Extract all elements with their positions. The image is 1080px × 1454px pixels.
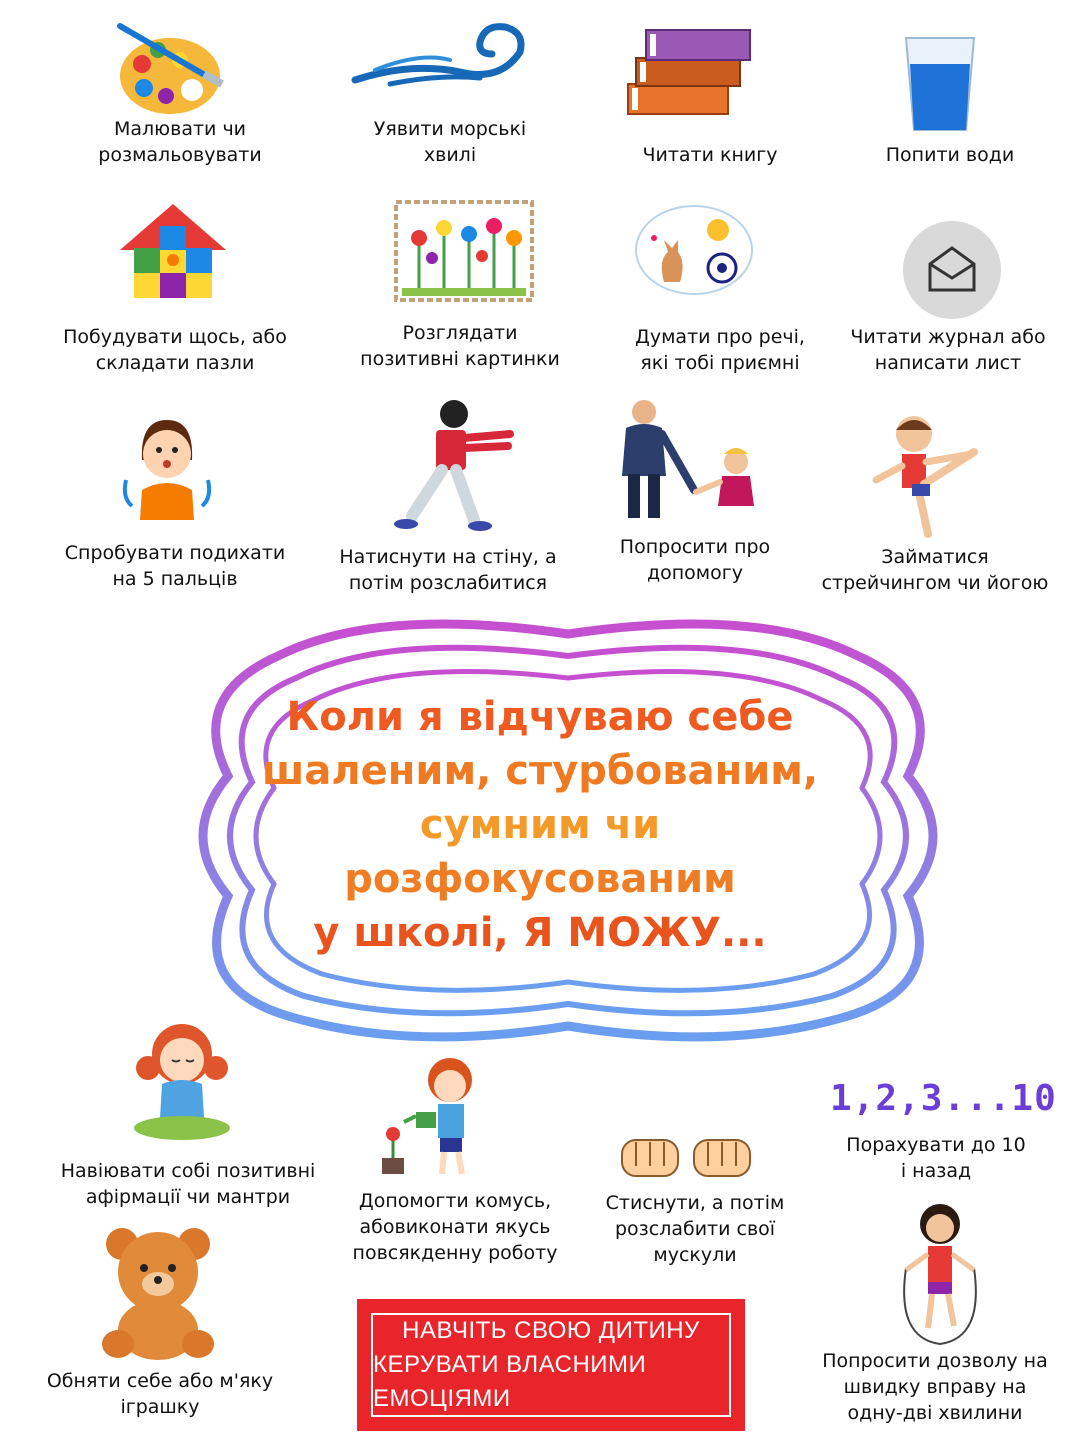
envelope-icon — [902, 220, 1002, 320]
central-line-4: розфокусованим — [344, 856, 736, 902]
tip-draw: Малювати чи розмальовувати — [98, 118, 262, 166]
central-line-3: сумним чи — [419, 802, 661, 848]
tip-affirmations: Навіювати собі позитивні афірмації чи мантри — [60, 1160, 316, 1208]
flowers-picture-icon — [394, 200, 534, 302]
cat-sun-ball-icon — [634, 204, 754, 296]
tip-hug-toy: Обняти себе або м'яку іграшку — [46, 1370, 274, 1418]
father-daughter-icon — [598, 398, 758, 522]
tip-read-book: Читати книгу — [642, 144, 778, 166]
count-to-ten-label: 1,2,3...10 — [830, 1078, 1057, 1119]
palette-icon — [110, 18, 240, 118]
tip-ask-help: Попросити про допомогу — [619, 536, 771, 584]
stretching-boy-icon — [872, 410, 992, 538]
puzzle-house-icon — [116, 200, 230, 300]
tip-five-finger-breathing: Спробувати подихати на 5 пальців — [64, 542, 286, 590]
tip-quick-exercise: Попросити дозволу на швидку вправу на одну-дві хвилини — [822, 1350, 1048, 1424]
central-line-1: Коли я відчуваю себе — [286, 694, 794, 740]
water-glass-icon — [900, 34, 980, 134]
tip-sea-waves: Уявити морські хвилі — [373, 118, 527, 166]
books-icon — [618, 22, 758, 122]
central-line-5: у школі, Я МОЖУ... — [313, 910, 767, 956]
title-banner-frame — [371, 1313, 731, 1417]
wave-icon — [350, 22, 530, 92]
banner-line-1: НАВЧІТЬ СВОЮ ДИТИНУ — [402, 1317, 700, 1344]
breathing-girl-icon — [112, 410, 222, 520]
pushing-wall-boy-icon — [392, 396, 522, 536]
tip-count-ten: Порахувати до 10 і назад — [846, 1134, 1026, 1182]
teddy-bear-icon — [96, 1222, 220, 1362]
tip-drink-water: Попити води — [885, 144, 1015, 166]
central-line-2: шаленим, стурбованим, — [261, 748, 819, 794]
meditating-girl-icon — [130, 1018, 234, 1144]
fists-icon — [618, 1132, 754, 1180]
jump-rope-girl-icon — [892, 1198, 988, 1348]
title-banner — [357, 1299, 745, 1431]
tip-push-wall: Натиснути на стіну, а потім розслабитися — [339, 546, 557, 594]
central-message — [250, 690, 830, 960]
tip-help-someone: Допомогти комусь, абовиконати якусь повсякденну роботу — [352, 1190, 558, 1264]
tip-journal-letter: Читати журнал або написати лист — [850, 326, 1046, 374]
tip-stretch-yoga: Займатися стрейчингом чи йогою — [821, 546, 1049, 594]
watering-girl-icon — [376, 1050, 506, 1180]
tip-positive-pictures: Розглядати позитивні картинки — [360, 322, 560, 370]
tip-pleasant-things: Думати про речі, які тобі приємні — [635, 326, 805, 374]
banner-line-2: КЕРУВАТИ ВЛАСНИМИ ЕМОЦІЯМИ — [373, 1351, 647, 1412]
tip-tense-relax: Стиснути, а потім розслабити свої мускули — [605, 1192, 785, 1266]
tip-build-puzzle: Побудувати щось, або складати пазли — [63, 326, 287, 374]
